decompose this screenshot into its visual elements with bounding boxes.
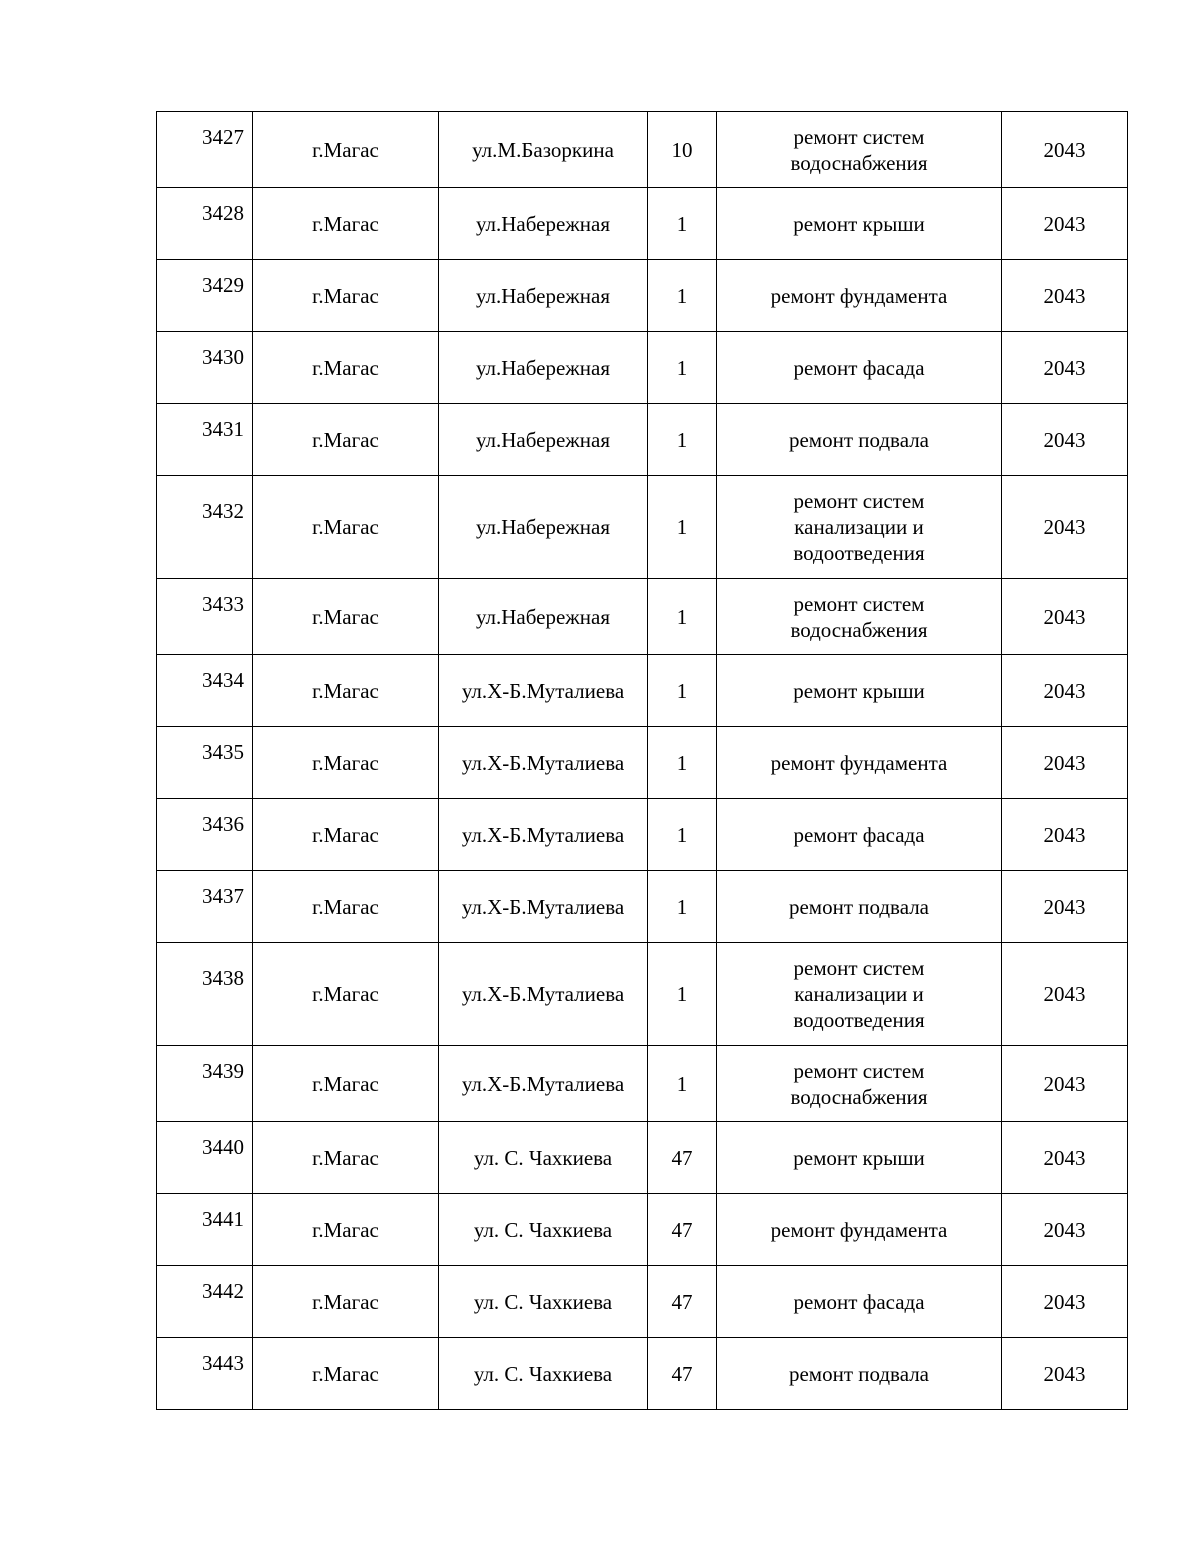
street-cell: ул.Набережная <box>439 332 648 404</box>
house-number-cell: 1 <box>648 260 717 332</box>
street-cell: ул.Набережная <box>439 579 648 655</box>
work-type-cell <box>717 112 1002 188</box>
table-row <box>157 112 1128 188</box>
work-type-cell: ремонт крыши <box>717 188 1002 260</box>
work-type-cell <box>717 579 1002 655</box>
row-number: 3431 <box>157 404 253 476</box>
work-type-cell: ремонт фундамента <box>717 260 1002 332</box>
work-type-cell: ремонт фундамента <box>717 727 1002 799</box>
year-cell: 2043 <box>1002 1266 1128 1338</box>
house-number-cell: 1 <box>648 404 717 476</box>
street-cell: ул.Х-Б.Муталиева <box>439 871 648 943</box>
house-number-cell: 47 <box>648 1122 717 1194</box>
table-row <box>157 579 1128 655</box>
city-cell: г.Магас <box>253 871 439 943</box>
house-number-cell: 1 <box>648 655 717 727</box>
house-number-cell: 47 <box>648 1266 717 1338</box>
table-row <box>157 404 1128 476</box>
row-number: 3442 <box>157 1266 253 1338</box>
street-cell: ул.Набережная <box>439 476 648 579</box>
house-number-cell: 1 <box>648 476 717 579</box>
house-number-cell: 1 <box>648 727 717 799</box>
house-number-cell: 1 <box>648 188 717 260</box>
street-cell: ул. С. Чахкиева <box>439 1122 648 1194</box>
work-type-text: ремонт систем водоснабжения <box>790 1058 928 1109</box>
city-cell: г.Магас <box>253 1122 439 1194</box>
street-cell: ул. С. Чахкиева <box>439 1338 648 1410</box>
city-cell: г.Магас <box>253 943 439 1046</box>
table-row <box>157 260 1128 332</box>
work-type-cell <box>717 476 1002 579</box>
street-cell: ул.Х-Б.Муталиева <box>439 1046 648 1122</box>
year-cell: 2043 <box>1002 332 1128 404</box>
table-row <box>157 1338 1128 1410</box>
row-number: 3428 <box>157 188 253 260</box>
row-number: 3433 <box>157 579 253 655</box>
city-cell: г.Магас <box>253 655 439 727</box>
year-cell: 2043 <box>1002 260 1128 332</box>
row-number: 3441 <box>157 1194 253 1266</box>
work-type-cell: ремонт фасада <box>717 1266 1002 1338</box>
year-cell: 2043 <box>1002 943 1128 1046</box>
table-row <box>157 871 1128 943</box>
city-cell: г.Магас <box>253 112 439 188</box>
table-row <box>157 655 1128 727</box>
street-cell: ул.Х-Б.Муталиева <box>439 727 648 799</box>
year-cell: 2043 <box>1002 404 1128 476</box>
street-cell: ул.Набережная <box>439 188 648 260</box>
table-row <box>157 799 1128 871</box>
city-cell: г.Магас <box>253 1338 439 1410</box>
work-type-cell: ремонт фундамента <box>717 1194 1002 1266</box>
work-type-text: ремонт систем канализации и водоотведения <box>793 489 925 565</box>
work-type-text: ремонт систем водоснабжения <box>790 591 928 642</box>
street-cell: ул.Х-Б.Муталиева <box>439 655 648 727</box>
row-number: 3432 <box>157 476 253 579</box>
year-cell: 2043 <box>1002 1046 1128 1122</box>
row-number: 3443 <box>157 1338 253 1410</box>
row-number: 3439 <box>157 1046 253 1122</box>
work-type-cell: ремонт крыши <box>717 655 1002 727</box>
house-number-cell: 10 <box>648 112 717 188</box>
year-cell: 2043 <box>1002 871 1128 943</box>
row-number: 3427 <box>157 112 253 188</box>
work-type-cell: ремонт подвала <box>717 1338 1002 1410</box>
house-number-cell: 1 <box>648 1046 717 1122</box>
year-cell: 2043 <box>1002 799 1128 871</box>
work-type-text: ремонт систем канализации и водоотведения <box>793 956 925 1032</box>
row-number: 3430 <box>157 332 253 404</box>
street-cell: ул.Набережная <box>439 260 648 332</box>
table-row <box>157 1046 1128 1122</box>
house-number-cell: 47 <box>648 1338 717 1410</box>
work-type-text: ремонт систем водоснабжения <box>790 124 928 175</box>
city-cell: г.Магас <box>253 1194 439 1266</box>
work-type-cell: ремонт фасада <box>717 799 1002 871</box>
row-number: 3438 <box>157 943 253 1046</box>
house-number-cell: 47 <box>648 1194 717 1266</box>
table-row <box>157 332 1128 404</box>
work-type-cell: ремонт подвала <box>717 404 1002 476</box>
city-cell: г.Магас <box>253 1046 439 1122</box>
year-cell: 2043 <box>1002 112 1128 188</box>
year-cell: 2043 <box>1002 655 1128 727</box>
house-number-cell: 1 <box>648 579 717 655</box>
table-row <box>157 1266 1128 1338</box>
work-type-cell: ремонт крыши <box>717 1122 1002 1194</box>
row-number: 3436 <box>157 799 253 871</box>
street-cell: ул. С. Чахкиева <box>439 1194 648 1266</box>
house-number-cell: 1 <box>648 943 717 1046</box>
work-type-cell <box>717 943 1002 1046</box>
table-row <box>157 943 1128 1046</box>
city-cell: г.Магас <box>253 404 439 476</box>
city-cell: г.Магас <box>253 260 439 332</box>
table-row <box>157 1122 1128 1194</box>
row-number: 3435 <box>157 727 253 799</box>
year-cell: 2043 <box>1002 188 1128 260</box>
table-row <box>157 727 1128 799</box>
year-cell: 2043 <box>1002 727 1128 799</box>
city-cell: г.Магас <box>253 332 439 404</box>
work-type-cell: ремонт фасада <box>717 332 1002 404</box>
house-number-cell: 1 <box>648 799 717 871</box>
house-number-cell: 1 <box>648 332 717 404</box>
repair-schedule-table <box>156 111 1128 1410</box>
row-number: 3437 <box>157 871 253 943</box>
table-row <box>157 476 1128 579</box>
street-cell: ул.Набережная <box>439 404 648 476</box>
street-cell: ул. С. Чахкиева <box>439 1266 648 1338</box>
street-cell: ул.Х-Б.Муталиева <box>439 943 648 1046</box>
work-type-cell: ремонт подвала <box>717 871 1002 943</box>
row-number: 3440 <box>157 1122 253 1194</box>
city-cell: г.Магас <box>253 476 439 579</box>
city-cell: г.Магас <box>253 579 439 655</box>
year-cell: 2043 <box>1002 1194 1128 1266</box>
row-number: 3429 <box>157 260 253 332</box>
city-cell: г.Магас <box>253 188 439 260</box>
year-cell: 2043 <box>1002 1122 1128 1194</box>
work-type-cell <box>717 1046 1002 1122</box>
street-cell: ул.Х-Б.Муталиева <box>439 799 648 871</box>
row-number: 3434 <box>157 655 253 727</box>
city-cell: г.Магас <box>253 1266 439 1338</box>
year-cell: 2043 <box>1002 579 1128 655</box>
house-number-cell: 1 <box>648 871 717 943</box>
street-cell: ул.М.Базоркина <box>439 112 648 188</box>
city-cell: г.Магас <box>253 799 439 871</box>
table-row <box>157 1194 1128 1266</box>
table-row <box>157 188 1128 260</box>
city-cell: г.Магас <box>253 727 439 799</box>
year-cell: 2043 <box>1002 476 1128 579</box>
year-cell: 2043 <box>1002 1338 1128 1410</box>
